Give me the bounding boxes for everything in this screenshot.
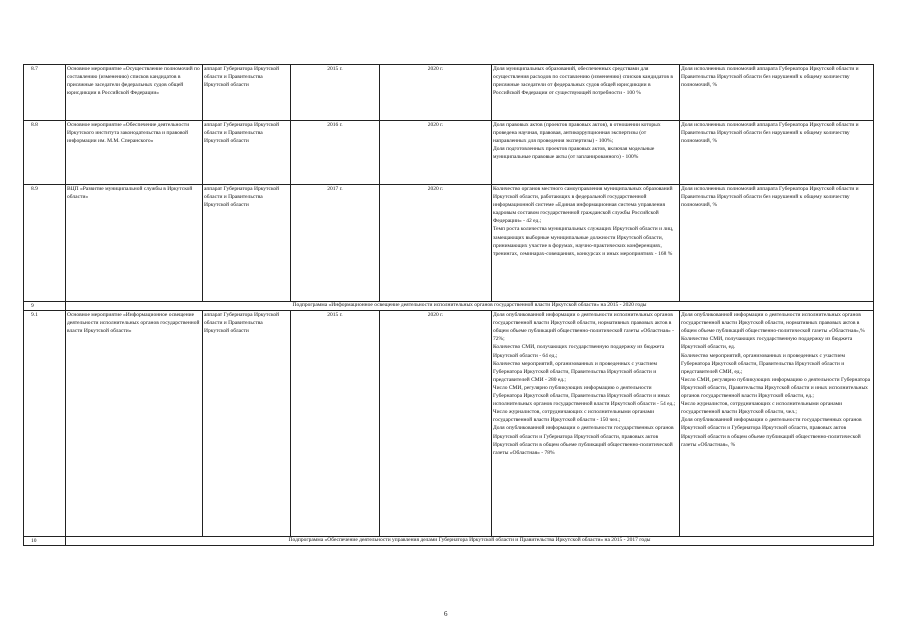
table-row: [24, 65, 874, 121]
row-number: 9.1: [24, 311, 66, 537]
immediate-result-indicator: Доля муниципальных образований, обеспеченных средствами для осуществления расходов по составлению (изменению) списков кандидатов в присяжные заседатели от федеральных судов общей юрисдикции в Российской Федерации от существующей потребности - 100 %: [492, 65, 680, 121]
executor: аппарат Губернатора Иркутской области и Правительства Иркутской области: [203, 121, 291, 185]
end-year: 2020 г.: [380, 185, 492, 302]
executor: аппарат Губернатора Иркутской области и Правительства Иркутской области: [203, 311, 291, 537]
table-row: [24, 121, 874, 185]
subprogram-header-row: [24, 302, 874, 311]
immediate-result-indicator: Количество органов местного самоуправления муниципальных образований Иркутской области, работающих в федеральной государственной информационной системе «Единая информационная система управления кадровым составом государственной гражданской службы Российской Федерации» - 42 ед.; Темп роста количества муниципальных служащих Иркутской области и лиц, замещающих выборные муниципальные должности Иркутской области, принимающих участие в форумах, научно-практических конференциях, тренингах, семинарах-совещаниях, конкурсах и иных мероприятиях - 168 %: [492, 185, 680, 302]
subprogram-title: Подпрограмма «Информационное освещение деятельности исполнительных органов государственной власти Иркутской области» на 2015 - 2020 годы: [66, 302, 874, 311]
page-number: 6: [444, 610, 448, 618]
row-number: 10: [24, 537, 66, 546]
activity-name: Основное мероприятие «Информационное освещение деятельности исполнительных органов государственной власти Иркутской области»: [66, 311, 203, 537]
target-indicator: Доля исполненных полномочий аппарата Губернатора Иркутской области и Правительства Иркутской области без нарушений к общему количеству полномочий, %: [680, 65, 874, 121]
executor: аппарат Губернатора Иркутской области и Правительства Иркутской области: [203, 65, 291, 121]
target-indicator: Доля исполненных полномочий аппарата Губернатора Иркутской области и Правительства Иркутской области без нарушений к общему количеству полномочий, %: [680, 185, 874, 302]
program-activities-table: [23, 64, 874, 546]
start-year: 2015 г.: [291, 65, 380, 121]
executor: аппарат Губернатора Иркутской области и Правительства Иркутской области: [203, 185, 291, 302]
subprogram-header-row: [24, 537, 874, 546]
target-indicator: Доля опубликованной информации о деятельности исполнительных органов государственной власти Иркутской области, нормативных правовых актов в общем объеме публикаций общественно-политической газеты «Областная»,% Количество СМИ, получающих государственную поддержку из бюджета Иркутской области, ед. Количество мероприятий, организованных и проведенных с участием Губернатора Иркутской области, Правительства Иркутской области и представителей СМИ, ед.; Число СМИ, регулярно публикующих информацию о деятельности Губернатора Иркутской области, Правительства Иркутской области и иных исполнительных органов государственной власти Иркутской области, ед.; Число журналистов, сотрудничающих с исполнительными органами государственной власти Иркутской области, чел.; Доля опубликованной информации о деятельности государственных органов Иркутской области и Губернатора Иркутской области, правовых актов Иркутской области в общем объеме публикаций общественно-политической газеты «Областная», %: [680, 311, 874, 537]
start-year: 2015 г.: [291, 311, 380, 537]
row-number: 8.7: [24, 65, 66, 121]
row-number: 8.9: [24, 185, 66, 302]
activity-name: Основное мероприятие «Осуществление полномочий по составлению (изменению) списков кандидатов в присяжные заседатели федеральных судов общей юрисдикции в Российской Федерации»: [66, 65, 203, 121]
row-number: 9: [24, 302, 66, 311]
subprogram-title: Подпрограмма «Обеспечение деятельности управления делами Губернатора Иркутской области и Правительства Иркутской области» на 2015 - 2017 годы: [66, 537, 874, 546]
immediate-result-indicator: Доля правовых актов (проектов правовых актов), в отношении которых проведена научная, правовая, антикоррупционная экспертизы (от направленных для проведения экспертизы) - 100%; Доля подготовленных проектов правовых актов, включая модельные муниципальные правовые акты (от запланированного) - 100%: [492, 121, 680, 185]
end-year: 2020 г.: [380, 311, 492, 537]
activity-name: ВЦП «Развитие муниципальной службы в Иркутской области»: [66, 185, 203, 302]
end-year: 2020 г.: [380, 121, 492, 185]
table-row: [24, 311, 874, 537]
start-year: 2017 г.: [291, 185, 380, 302]
immediate-result-indicator: Доля опубликованной информации о деятельности исполнительных органов государственной власти Иркутской области, нормативных правовых актов в общем объеме публикаций общественно-политической газеты «Областная» - 72%; Количество СМИ, получающих государственную поддержку из бюджета Иркутской области - 64 ед.; Количество мероприятий, организованных и проведенных с участием Губернатора Иркутской области, Правительства Иркутской области и представителей СМИ - 280 ед.; Число СМИ, регулярно публикующих информацию о деятельности Губернатора Иркутской области, Правительства Иркутской области и иных исполнительных органов государственной власти Иркутской области - 54 ед.; Число журналистов, сотрудничающих с исполнительными органами государственной власти Иркутской области - 150 чел.; Доля опубликованной информации о деятельности государственных органов Иркутской области и Губернатора Иркутской области, правовых актов Иркутской области в общем объеме публикаций общественно-политической газеты «Областная» - 78%: [492, 311, 680, 537]
table-row: [24, 185, 874, 302]
end-year: 2020 г.: [380, 65, 492, 121]
activity-name: Основное мероприятие «Обеспечение деятельности Иркутского института законодательства и правовой информации им. М.М. Сперанского»: [66, 121, 203, 185]
start-year: 2016 г.: [291, 121, 380, 185]
target-indicator: Доля исполненных полномочий аппарата Губернатора Иркутской области и Правительства Иркутской области без нарушений к общему количеству полномочий, %: [680, 121, 874, 185]
row-number: 8.8: [24, 121, 66, 185]
